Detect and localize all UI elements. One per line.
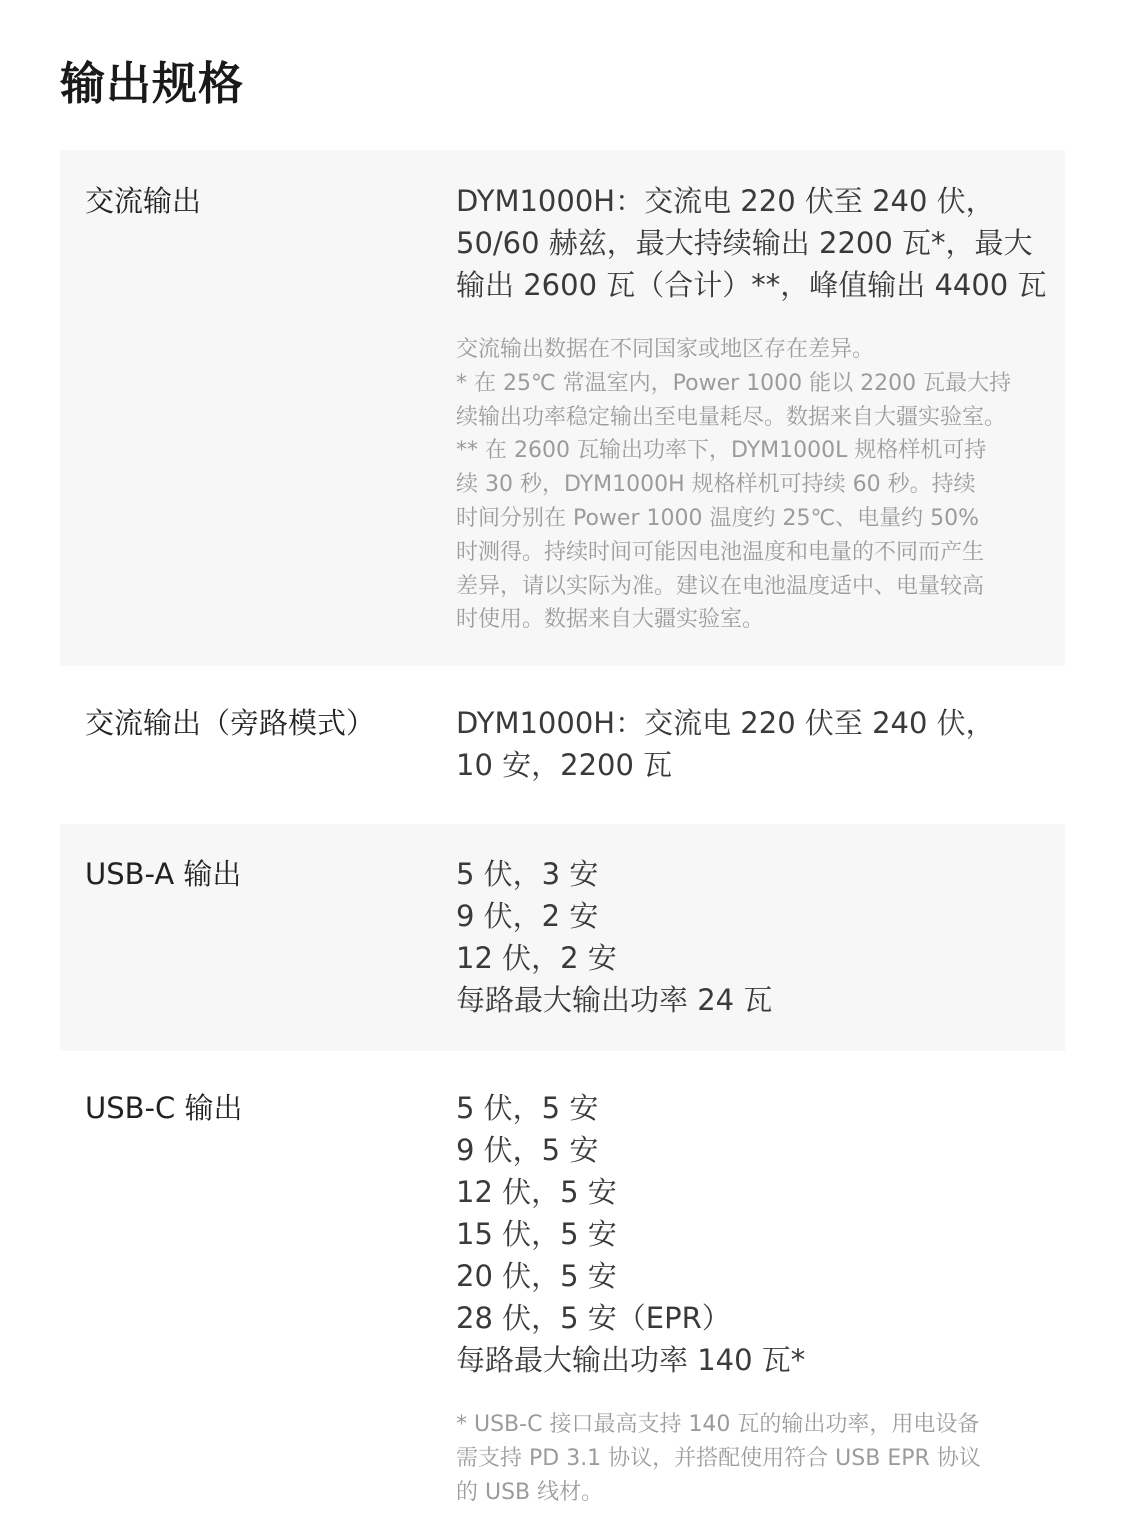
footnote-line: 差异，请以实际为准。建议在电池温度适中、电量较高 [456, 573, 985, 599]
spec-value-line: 9 伏，5 安 [456, 1133, 599, 1167]
footnote-line: 时测得。持续时间可能因电池温度和电量的不同而产生 [456, 539, 985, 565]
spec-value-line: 输出 2600 瓦（合计）**，峰值输出 4400 瓦 [456, 268, 1047, 302]
footnote-line: 续 30 秒，DYM1000H 规格样机可持续 60 秒。持续 [456, 472, 976, 498]
spec-value [456, 180, 1056, 306]
footnote-line: ** 在 2600 瓦输出功率下，DYM1000L 规格样机可持 [456, 438, 987, 464]
footnote-line: 续输出功率稳定输出至电量耗尽。数据来自大疆实验室。 [456, 404, 1007, 430]
footnote-line: 时使用。数据来自大疆实验室。 [456, 607, 765, 633]
page-title: 输出规格 [60, 57, 245, 110]
spec-label: USB-A 输出 [85, 857, 242, 891]
spec-value-line: 20 伏，5 安 [456, 1259, 617, 1293]
footnote-line: 时间分别在 Power 1000 温度约 25℃、电量约 50% [456, 505, 980, 531]
spec-value-line: 5 伏，5 安 [456, 1091, 599, 1125]
spec-row-ac-output [60, 150, 1065, 666]
spec-value-line: 5 伏，3 安 [456, 857, 599, 891]
spec-value-line: 9 伏，2 安 [456, 899, 599, 933]
footnote-line: * 在 25℃ 常温室内，Power 1000 能以 2200 瓦最大持 [456, 370, 1012, 396]
spec-value-line: DYM1000H：交流电 220 伏至 240 伏， [456, 706, 995, 740]
footnote-line: * USB-C 接口最高支持 140 瓦的输出功率，用电设备 [456, 1412, 980, 1437]
spec-value-line: 每路最大输出功率 140 瓦* [456, 1343, 806, 1377]
spec-label: USB-C 输出 [85, 1091, 243, 1125]
spec-value-line: DYM1000H：交流电 220 伏至 240 伏， [456, 184, 995, 218]
spec-row-usb-c [60, 1051, 1065, 1519]
spec-label: 交流输出（旁路模式） [85, 706, 376, 740]
footnote-line: 需支持 PD 3.1 协议，并搭配使用符合 USB EPR 协议 [456, 1445, 981, 1471]
spec-value-line: 28 伏，5 安（EPR） [456, 1301, 731, 1335]
spec-value-line: 每路最大输出功率 24 瓦 [456, 983, 773, 1017]
spec-value-line: 10 安，2200 瓦 [456, 748, 673, 782]
spec-footnote [456, 1408, 1056, 1509]
spec-value-line: 15 伏，5 安 [456, 1217, 617, 1251]
footnote-line: 交流输出数据在不同国家或地区存在差异。 [456, 337, 875, 362]
spec-value [456, 853, 1056, 1021]
spec-row-ac-bypass [60, 666, 1065, 824]
footnote-line: 的 USB 线材。 [456, 1479, 604, 1505]
spec-value [456, 702, 1056, 786]
spec-row-usb-a [60, 824, 1065, 1051]
spec-value-line: 12 伏，5 安 [456, 1175, 617, 1209]
spec-value-line: 50/60 赫兹，最大持续输出 2200 瓦*，最大 [456, 226, 1033, 260]
spec-footnote [456, 333, 1056, 637]
spec-label: 交流输出 [85, 184, 202, 218]
spec-value [456, 1087, 1056, 1381]
spec-value-line: 12 伏，2 安 [456, 941, 617, 975]
